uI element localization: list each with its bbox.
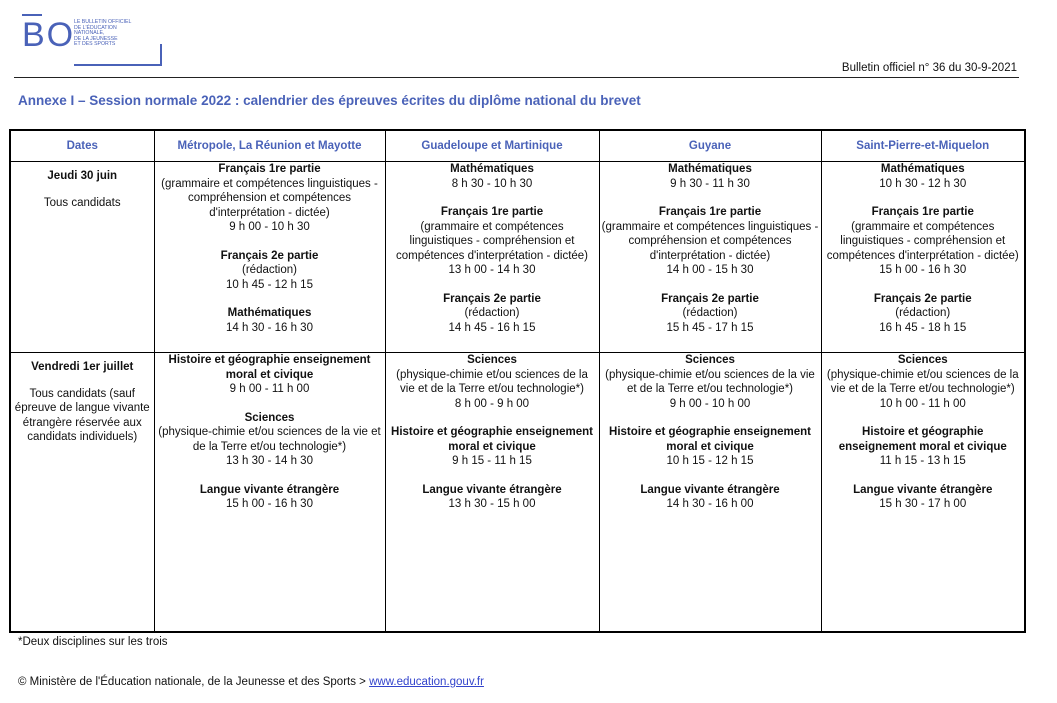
exam-time: 15 h 00 - 16 h 30 [879,264,967,276]
exam-block [388,353,597,411]
exam-block [157,353,383,397]
exam-details: (rédaction) [895,307,951,319]
exam-details: (physique-chimie et/ou sciences de la vie et de la Terre et/ou technologie*) [605,368,815,395]
exam-time: 14 h 30 - 16 h 00 [666,498,754,510]
exam-block [602,353,819,411]
exam-time: 10 h 45 - 12 h 15 [226,278,313,291]
exam-subject: Mathématiques [880,163,965,175]
exam-subject: Histoire et géographie enseignement moral et civique [168,354,371,381]
exam-time: 10 h 30 - 12 h 30 [879,177,967,190]
exam-block [157,162,383,235]
exam-block [602,292,819,336]
candidates-note: Tous candidats (sauf épreuve de langue vivante étrangère réservée aux candidats individuels) [14,387,150,443]
exam-time: 13 h 30 - 14 h 30 [226,455,313,467]
exam-time: 10 h 00 - 11 h 00 [879,397,966,410]
exam-subject: Sciences [244,411,295,424]
footnote: *Deux disciplines sur les trois [18,636,168,648]
column-header: Guyane [599,130,821,162]
exam-block [602,483,819,512]
copyright-text: © Ministère de l'Éducation nationale, de la Jeunesse et des Sports > [18,676,370,688]
candidates-note: Tous candidats [43,196,121,209]
table-header-row [10,130,1025,162]
exam-block [602,425,819,469]
exam-block [824,353,1023,411]
education-link[interactable]: www.education.gouv.fr [369,676,484,688]
exam-block [388,425,597,469]
exam-time: 14 h 30 - 16 h 30 [226,321,313,334]
exam-subject: Sciences [467,354,517,366]
exam-time: 16 h 45 - 18 h 15 [879,321,967,334]
logo-mark: BO [22,16,76,54]
exam-subject: Langue vivante étrangère [640,483,780,496]
exam-time: 14 h 00 - 15 h 30 [666,264,754,276]
exam-details: (grammaire et compétences linguistiques - compréhension et compétences d'interprétation - dictée) [601,220,819,262]
exam-time: 8 h 00 - 9 h 00 [454,397,530,410]
exam-block [157,306,383,335]
logo-bar [160,44,162,66]
exam-time: 9 h 00 - 10 h 30 [229,221,310,233]
exam-block [157,249,383,293]
exam-subject: Mathématiques [227,307,312,319]
column-header: Dates [10,130,154,162]
exam-cell [154,353,385,633]
exam-details: (rédaction) [242,264,297,276]
exam-subject: Français 1re partie [658,206,762,218]
exam-time: 10 h 15 - 12 h 15 [666,455,754,467]
exam-time: 15 h 30 - 17 h 00 [879,498,967,510]
exam-time: 13 h 30 - 15 h 00 [448,498,536,510]
exam-cell [821,353,1025,633]
exam-subject: Français 2e partie [873,292,972,305]
exam-cell [599,353,821,633]
column-header: Métropole, La Réunion et Mayotte [154,130,385,162]
exam-subject: Histoire et géographie enseignement moral et civique [609,426,811,453]
page-title: Annexe I – Session normale 2022 : calendrier des épreuves écrites du diplôme national du brevet [18,93,641,108]
copyright [18,676,484,688]
exam-details: (rédaction) [464,307,520,319]
schedule-table [9,129,1026,633]
exam-time: 15 h 45 - 17 h 15 [666,321,754,334]
exam-block [388,292,597,336]
exam-subject: Français 2e partie [220,249,319,262]
exam-subject: Mathématiques [668,163,752,175]
table-row [10,162,1025,353]
exam-subject: Histoire et géographie enseignement moral et civique [391,426,593,453]
header-divider [14,77,1019,78]
exam-time: 9 h 15 - 11 h 15 [452,455,532,467]
exam-block [157,411,383,469]
date-cell [10,353,154,633]
exam-subject: Histoire et géographie enseignement moral et civique [838,426,1007,453]
exam-details: (grammaire et compétences linguistiques - compréhension et compétences d'interprétation - dictée) [826,220,1019,262]
exam-subject: Français 1re partie [871,206,974,218]
date-label: Jeudi 30 juin [47,170,118,182]
exam-details: (physique-chimie et/ou sciences de la vie et de la Terre et/ou technologie*) [826,368,1019,395]
exam-block [824,483,1023,512]
exam-subject: Mathématiques [450,163,534,175]
date-label: Vendredi 1er juillet [31,361,134,373]
exam-block [824,205,1023,278]
date-cell [10,162,154,353]
bo-logo [22,14,162,70]
exam-time: 9 h 30 - 11 h 30 [670,177,750,190]
exam-block [602,205,819,278]
exam-time: 8 h 30 - 10 h 30 [451,177,533,190]
exam-block [824,162,1023,191]
exam-block [602,162,819,191]
exam-block [388,483,597,512]
exam-subject: Langue vivante étrangère [199,483,340,496]
exam-subject: Français 2e partie [443,292,541,305]
exam-time: 14 h 45 - 16 h 15 [448,321,536,334]
table-row [10,353,1025,633]
exam-subject: Français 1re partie [440,206,544,218]
exam-details: (grammaire et compétences linguistiques - compréhension et compétences d'interprétation - dictée) [161,177,378,219]
exam-cell [385,162,599,353]
exam-details: (grammaire et compétences linguistiques - compréhension et compétences d'interprétation - dictée) [395,220,589,262]
exam-block [824,292,1023,336]
exam-subject: Français 1re partie [218,163,321,175]
logo-bar [74,64,162,66]
exam-time: 15 h 00 - 16 h 30 [226,498,313,510]
logo-text: LE BULLETIN OFFICIEL DE L'ÉDUCATION NATIONALE, DE LA JEUNESSE ET DES SPORTS [74,19,132,48]
exam-details: (rédaction) [682,307,738,319]
exam-details: (physique-chimie et/ou sciences de la vie et de la Terre et/ou technologie*) [158,426,381,453]
exam-time: 11 h 15 - 13 h 15 [879,455,966,467]
exam-cell [385,353,599,633]
exam-block [157,483,383,512]
exam-cell [599,162,821,353]
exam-subject: Français 2e partie [661,292,759,305]
exam-subject: Langue vivante étrangère [853,483,993,496]
exam-subject: Langue vivante étrangère [422,483,562,496]
column-header: Guadeloupe et Martinique [385,130,599,162]
exam-time: 13 h 00 - 14 h 30 [448,264,536,276]
exam-subject: Sciences [685,354,735,366]
exam-cell [821,162,1025,353]
bulletin-reference: Bulletin officiel n° 36 du 30-9-2021 [841,62,1017,74]
exam-cell [154,162,385,353]
exam-details: (physique-chimie et/ou sciences de la vie et de la Terre et/ou technologie*) [396,368,588,395]
column-header: Saint-Pierre-et-Miquelon [821,130,1025,162]
exam-time: 9 h 00 - 11 h 00 [229,383,310,395]
exam-block [388,205,597,278]
exam-subject: Sciences [897,354,948,366]
exam-block [824,425,1023,469]
exam-block [388,162,597,191]
exam-time: 9 h 00 - 10 h 00 [669,397,751,410]
